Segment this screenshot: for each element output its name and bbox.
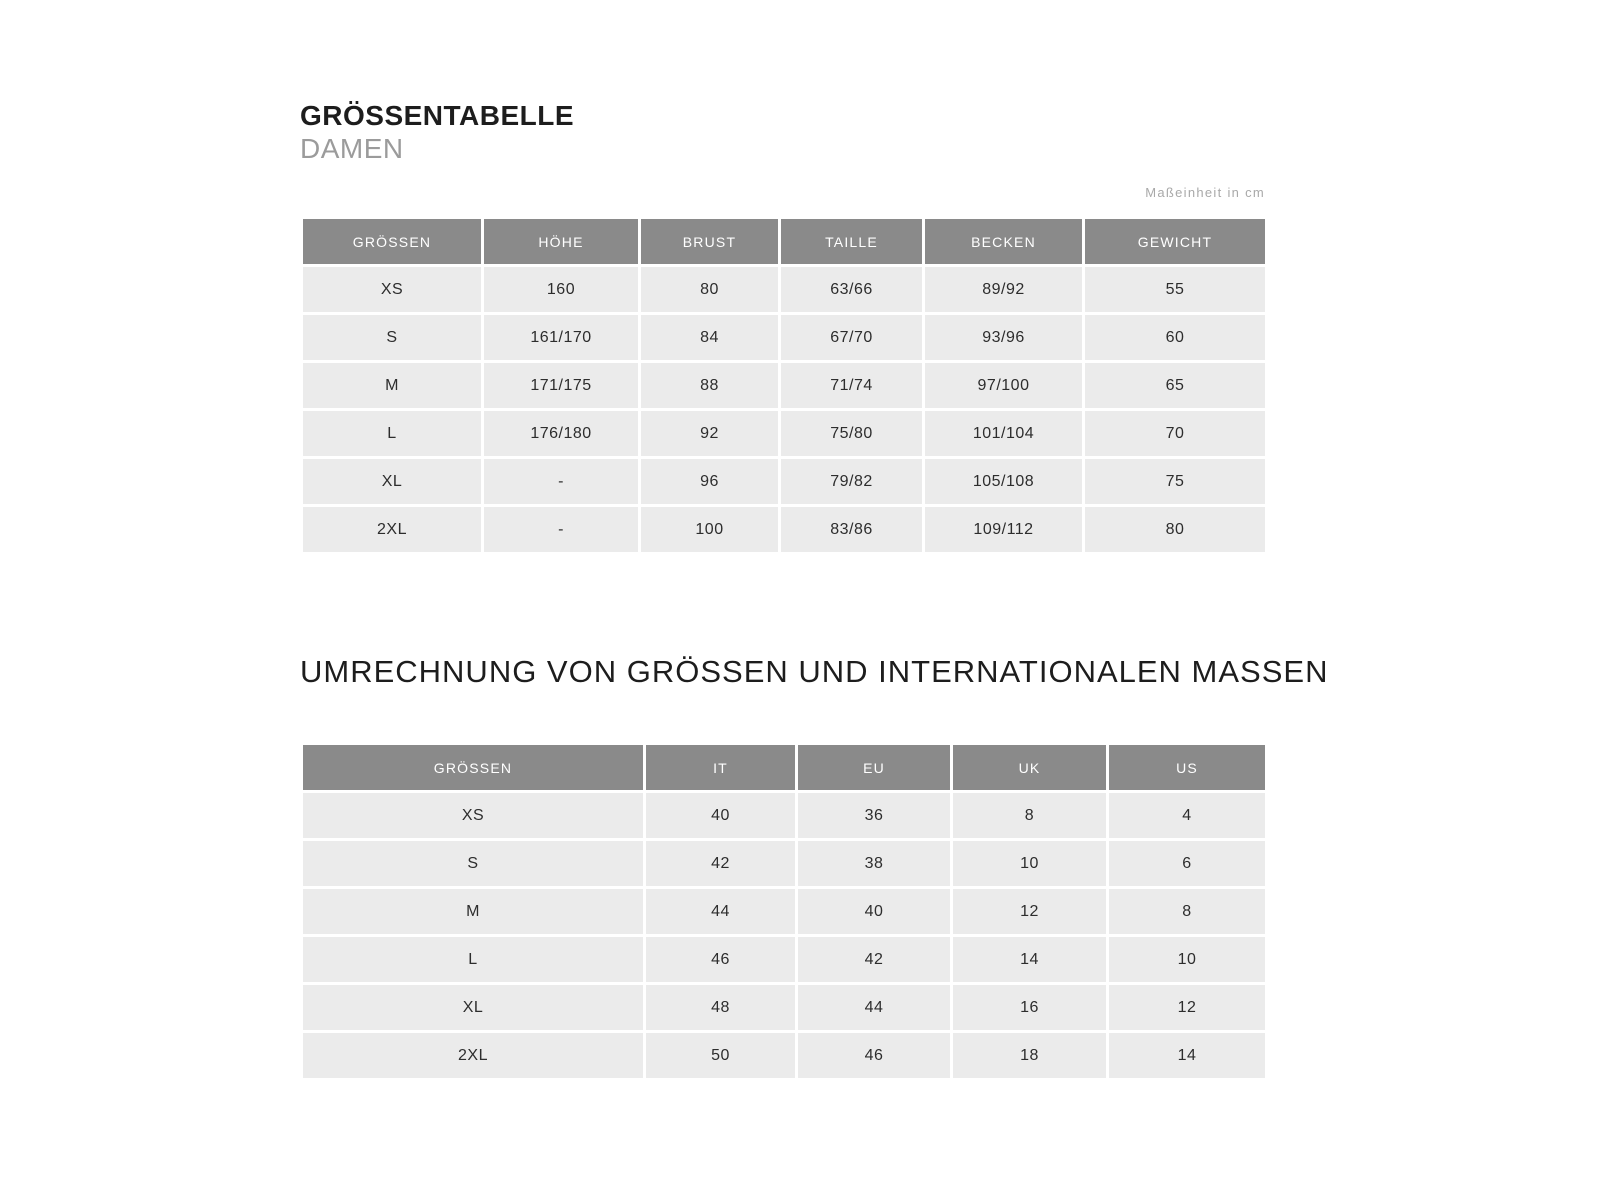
table-cell: 40	[797, 888, 952, 936]
table-cell: 48	[645, 984, 797, 1032]
column-header: HÖHE	[483, 218, 640, 266]
table-cell: 161/170	[483, 314, 640, 362]
table-cell: 2XL	[302, 506, 483, 554]
table-cell: S	[302, 314, 483, 362]
table-cell: 6	[1108, 840, 1267, 888]
table-cell: XS	[302, 792, 645, 840]
column-header: US	[1108, 744, 1267, 792]
table-cell: 8	[1108, 888, 1267, 936]
table-cell: L	[302, 410, 483, 458]
table-cell: XL	[302, 984, 645, 1032]
table-cell: 8	[952, 792, 1108, 840]
table-cell: 100	[640, 506, 780, 554]
table-cell: 44	[645, 888, 797, 936]
table-cell: 88	[640, 362, 780, 410]
conversion-table-body	[302, 792, 1267, 1080]
table-cell: M	[302, 888, 645, 936]
table-cell: L	[302, 936, 645, 984]
table-cell: 89/92	[924, 266, 1084, 314]
table-cell: S	[302, 840, 645, 888]
column-header: GRÖSSEN	[302, 218, 483, 266]
table-cell: 2XL	[302, 1032, 645, 1080]
conversion-section-title: UMRECHNUNG VON GRÖSSEN UND INTERNATIONALEN MASSEN	[300, 654, 1329, 689]
column-header: TAILLE	[780, 218, 924, 266]
column-header: BRUST	[640, 218, 780, 266]
page-subtitle: DAMEN	[300, 133, 404, 164]
table-cell: -	[483, 506, 640, 554]
table-cell: 12	[952, 888, 1108, 936]
table-cell: 50	[645, 1032, 797, 1080]
table-cell: 10	[1108, 936, 1267, 984]
table-cell: 55	[1084, 266, 1267, 314]
table-row	[302, 506, 1267, 554]
unit-note: Maßeinheit in cm	[1145, 185, 1265, 200]
table-cell: 18	[952, 1032, 1108, 1080]
table-cell: 4	[1108, 792, 1267, 840]
table-cell: 60	[1084, 314, 1267, 362]
table-cell: 80	[1084, 506, 1267, 554]
table-cell: -	[483, 458, 640, 506]
table-cell: 42	[645, 840, 797, 888]
table-cell: 96	[640, 458, 780, 506]
table-cell: 71/74	[780, 362, 924, 410]
table-row	[302, 1032, 1267, 1080]
table-cell: 16	[952, 984, 1108, 1032]
table-row	[302, 410, 1267, 458]
table-row	[302, 458, 1267, 506]
table-row	[302, 840, 1267, 888]
table-cell: 46	[645, 936, 797, 984]
table-cell: 36	[797, 792, 952, 840]
size-table-body	[302, 266, 1267, 554]
table-cell: 38	[797, 840, 952, 888]
table-row	[302, 984, 1267, 1032]
table-cell: 83/86	[780, 506, 924, 554]
table-cell: 105/108	[924, 458, 1084, 506]
column-header: GRÖSSEN	[302, 744, 645, 792]
table-cell: 14	[1108, 1032, 1267, 1080]
table-cell: 63/66	[780, 266, 924, 314]
table-cell: 79/82	[780, 458, 924, 506]
table-cell: 109/112	[924, 506, 1084, 554]
table-cell: 10	[952, 840, 1108, 888]
table-cell: 46	[797, 1032, 952, 1080]
column-header: IT	[645, 744, 797, 792]
table-cell: 84	[640, 314, 780, 362]
table-row	[302, 362, 1267, 410]
table-cell: 40	[645, 792, 797, 840]
column-header: EU	[797, 744, 952, 792]
table-cell: 42	[797, 936, 952, 984]
table-cell: 176/180	[483, 410, 640, 458]
table-cell: 80	[640, 266, 780, 314]
table-cell: 101/104	[924, 410, 1084, 458]
table-cell: M	[302, 362, 483, 410]
size-chart-page	[300, 0, 1329, 1081]
table-cell: 67/70	[780, 314, 924, 362]
size-table-header-row	[302, 218, 1267, 266]
table-row	[302, 314, 1267, 362]
table-cell: 65	[1084, 362, 1267, 410]
table-cell: 70	[1084, 410, 1267, 458]
table-cell: 14	[952, 936, 1108, 984]
table-row	[302, 266, 1267, 314]
conversion-table	[300, 742, 1268, 1081]
conversion-table-header-row	[302, 744, 1267, 792]
table-cell: XS	[302, 266, 483, 314]
column-header: BECKEN	[924, 218, 1084, 266]
table-cell: 160	[483, 266, 640, 314]
table-row	[302, 888, 1267, 936]
table-cell: 97/100	[924, 362, 1084, 410]
table-cell: 75/80	[780, 410, 924, 458]
page-title: GRÖSSENTABELLE	[300, 100, 575, 131]
table-cell: 92	[640, 410, 780, 458]
table-cell: XL	[302, 458, 483, 506]
table-cell: 12	[1108, 984, 1267, 1032]
table-cell: 171/175	[483, 362, 640, 410]
size-table	[300, 216, 1268, 555]
table-row	[302, 936, 1267, 984]
table-cell: 44	[797, 984, 952, 1032]
table-cell: 93/96	[924, 314, 1084, 362]
column-header: GEWICHT	[1084, 218, 1267, 266]
column-header: UK	[952, 744, 1108, 792]
table-row	[302, 792, 1267, 840]
table-cell: 75	[1084, 458, 1267, 506]
